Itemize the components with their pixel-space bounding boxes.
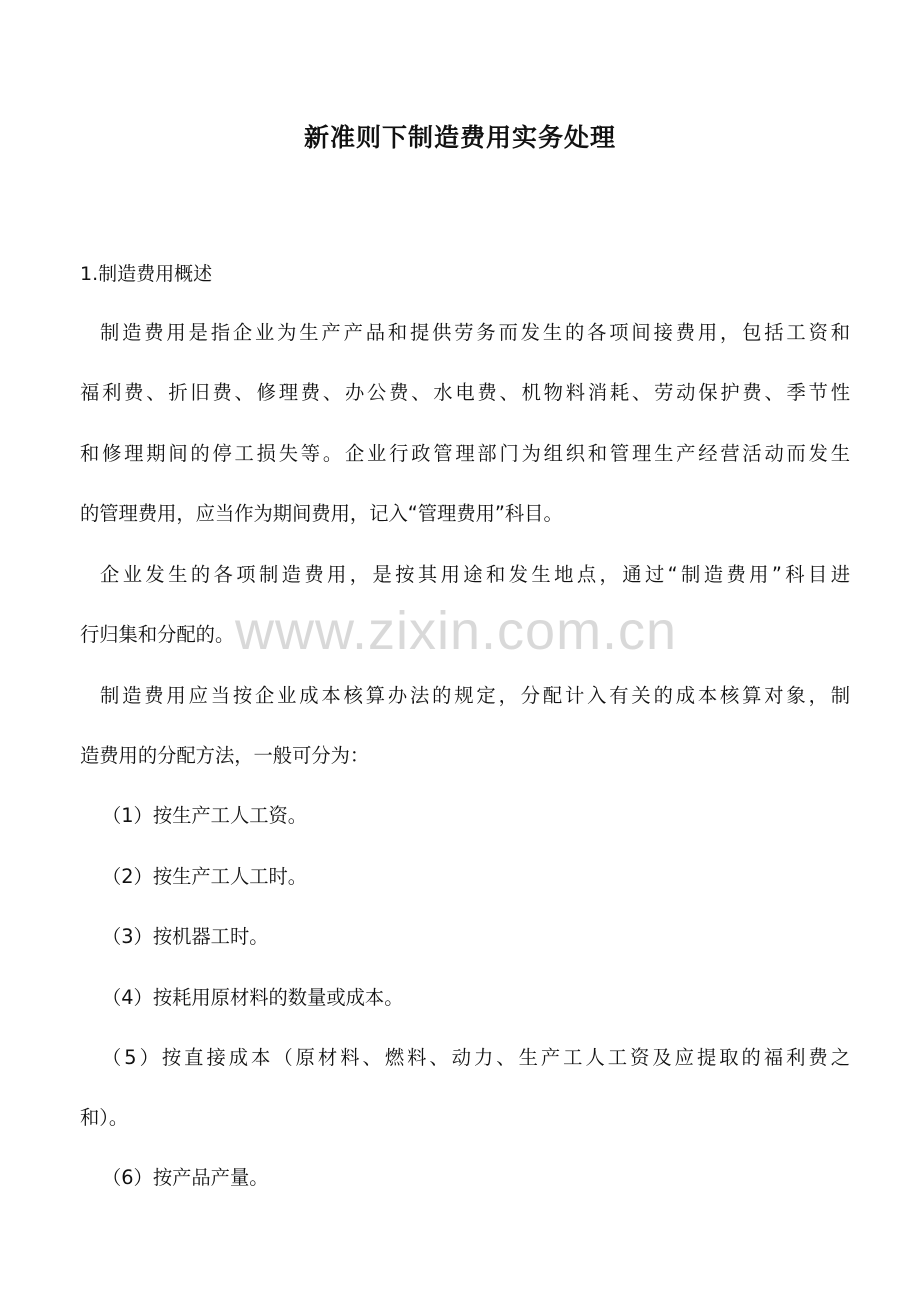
paragraph-line: 制造费用应当按企业成本核算办法的规定，分配计入有关的成本核算对象，制 bbox=[100, 684, 850, 707]
list-item: （2）按生产工人工时。 bbox=[102, 865, 308, 888]
paragraph-line: 造费用的分配方法，一般可分为： bbox=[80, 744, 370, 767]
paragraph-line: 制造费用是指企业为生产产品和提供劳务而发生的各项间接费用，包括工资和 bbox=[100, 321, 850, 344]
list-item: （4）按耗用原材料的数量或成本。 bbox=[102, 986, 404, 1009]
paragraph-line: 的管理费用，应当作为期间费用，记入“管理费用”科目。 bbox=[80, 502, 563, 525]
paragraph-line: 行归集和分配的。 bbox=[80, 623, 235, 646]
list-item: （1）按生产工人工资。 bbox=[102, 804, 308, 827]
list-item-continuation: 和）。 bbox=[80, 1106, 129, 1129]
list-item: （3）按机器工时。 bbox=[102, 925, 269, 948]
document-title: 新准则下制造费用实务处理 bbox=[303, 123, 616, 152]
watermark: www.zixin.com.cn bbox=[235, 601, 678, 661]
list-item: （6）按产品产量。 bbox=[102, 1166, 269, 1189]
list-item: （5）按直接成本（原材料、燃料、动力、生产工人工资及应提取的福利费之 bbox=[102, 1046, 850, 1069]
paragraph-line: 企业发生的各项制造费用，是按其用途和发生地点，通过“制造费用”科目进 bbox=[100, 563, 850, 586]
paragraph-line: 和修理期间的停工损失等。企业行政管理部门为组织和管理生产经营活动而发生 bbox=[80, 442, 850, 465]
paragraph-line: 福利费、折旧费、修理费、办公费、水电费、机物料消耗、劳动保护费、季节性 bbox=[80, 381, 850, 404]
section-heading: 1.制造费用概述 bbox=[80, 263, 213, 285]
